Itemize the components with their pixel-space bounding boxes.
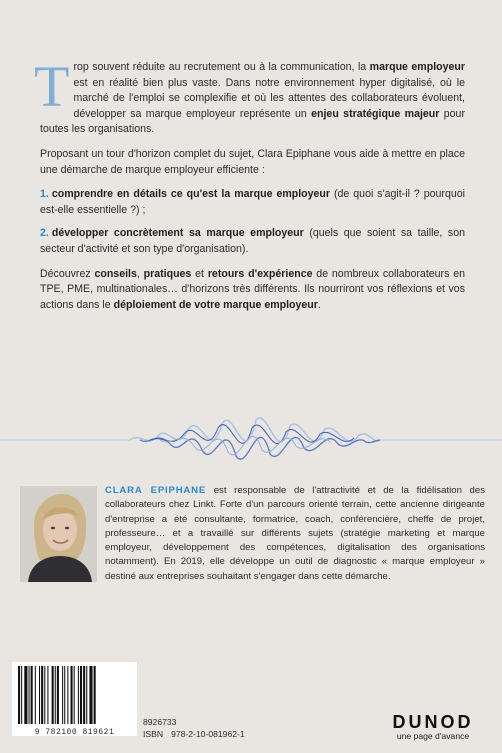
product-code: 8926733 xyxy=(143,717,177,727)
author-photo xyxy=(20,486,97,582)
author-name: CLARA EPIPHANE xyxy=(105,485,207,496)
intro-paragraph-1: rop souvent réduite au recrutement ou à la communication, la marque employeur est en réalité bien plus vaste. Dans notre environnement hyper digitalisé, où le marché de l'emploi se complexifie et où les attentes des collaborateurs évoluent, développer sa marque employeur représente un enjeu stratégique majeur pour toutes les organisations. xyxy=(40,61,465,136)
barcode-number: 9 782100 819621 xyxy=(34,728,115,737)
author-bio xyxy=(105,484,485,584)
intro-text xyxy=(34,54,465,322)
barcode xyxy=(12,662,137,736)
wave-icon xyxy=(0,400,502,480)
steps-list xyxy=(40,187,465,257)
product-codes xyxy=(143,716,245,740)
publisher-name: DUNOD xyxy=(392,712,474,732)
isbn-line: ISBN 978-2-10-081962-1 xyxy=(143,729,245,739)
intro-paragraph-3: Découvrez conseils, pratiques et retours d'expérience de nombreux collaborateurs en TPE, PME, multinationales… d'horizons très différents. Ils nourriront vos réflexions et vos actions dans le déploiement de votre marque employeur. xyxy=(40,267,465,311)
list-item: 1. comprendre en détails ce qu'est la marque employeur (de quoi s'agit-il ? pourquoi est-elle essentielle ?) ; xyxy=(40,188,465,216)
portrait-icon xyxy=(20,486,97,582)
sound-wave-decoration xyxy=(0,400,502,480)
intro-paragraph-2: Proposant un tour d'horizon complet du sujet, Clara Epiphane vous aide à mettre en place une démarche de marque employeur efficiente : xyxy=(40,147,465,176)
list-item: 2. développer concrètement sa marque employeur (quels que soient sa taille, son secteur d'activité et son type d'organisation). xyxy=(40,227,465,255)
bio-text: est responsable de l'attractivité et de la fidélisation des collaborateurs chez Linkt. Forte d'un parcours orienté terrain, cette ancienne dirigeante d'entreprise a été consultante, formatrice, coach, conférencière, cheffe de projet, professeure… et a travaillé sur différents sujets (stratégie marketing et marque employeur, développement des compétences, digitalisation des organisations notamment). En 2019, elle développe un outil de diagnostic « marque employeur » destiné aux entreprises souhaitant s'engager dans cette démarche. xyxy=(105,485,485,582)
barcode-icon xyxy=(12,662,137,726)
publisher-logo xyxy=(378,712,488,741)
publisher-tagline: une page d'avance xyxy=(396,731,470,741)
drop-cap: T xyxy=(34,54,70,119)
